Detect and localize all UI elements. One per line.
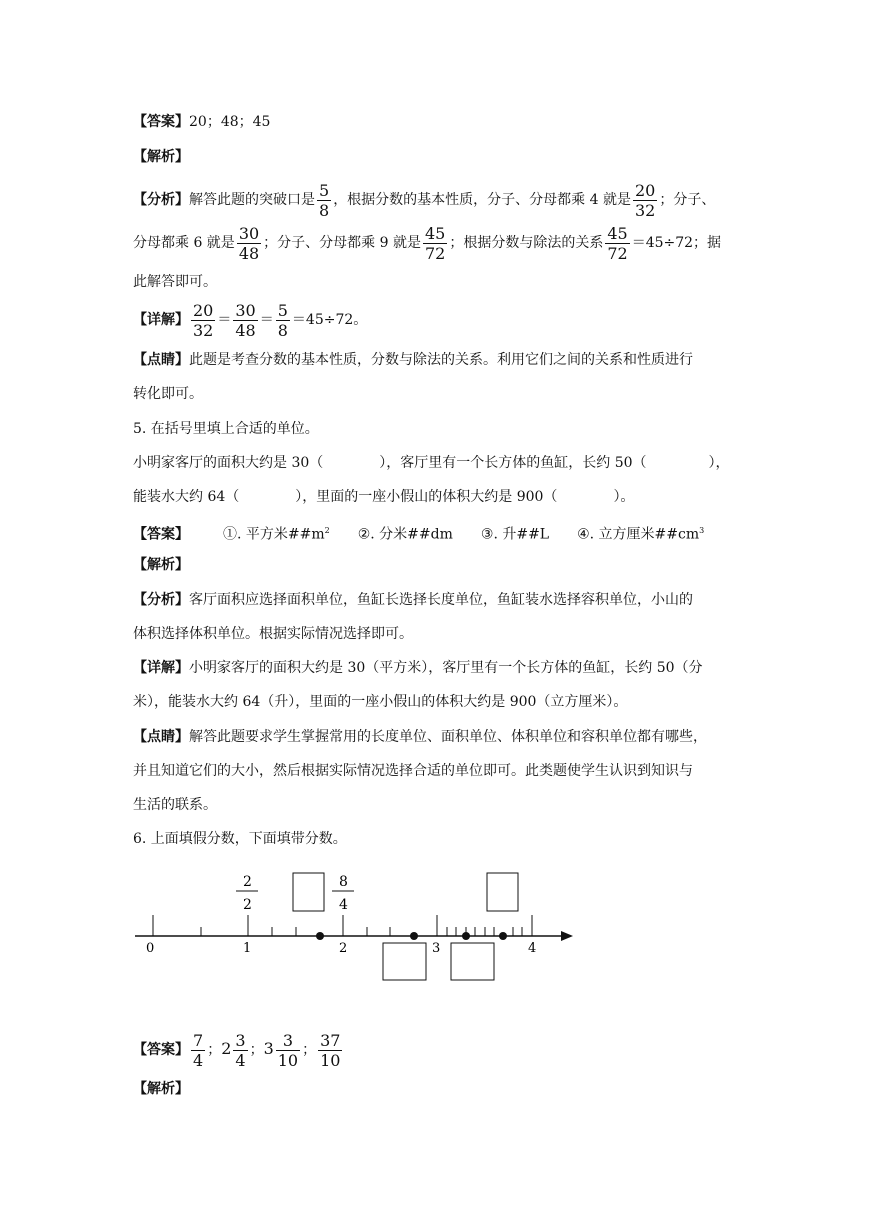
answer-tag: 【答案】 [133, 526, 189, 543]
q6-jiexi: 【解析】 [133, 1081, 189, 1097]
option-3: ③. 升##L [480, 526, 550, 543]
detail-tag: 【详解】 [133, 312, 189, 328]
top-fraction-numerator: 8 [339, 874, 348, 890]
point-marker [316, 932, 324, 940]
answer-tag: 【答案】 [133, 1042, 189, 1058]
q5-comment-line-3: 生活的联系。 [133, 797, 217, 813]
fraction-30-48-d: $\frac{30}{48}$ [235, 300, 256, 340]
answer-fraction-c: $\frac{3}{10}$ [277, 1030, 299, 1070]
answer-fraction-b: $\frac{3}{4}$ [235, 1030, 246, 1070]
option-1: ①. 平方米##m [223, 526, 325, 543]
point-marker [410, 932, 418, 940]
q5-analysis-line-1: 【分析】客厅面积应选择面积单位，鱼缸长选择长度单位，鱼缸装水选择容积单位，小山的 [133, 592, 693, 608]
comment-tag: 【点睛】 [133, 352, 189, 368]
point-marker [499, 932, 507, 940]
tick-label-0: 0 [146, 941, 155, 956]
answer-fraction-a: $\frac{7}{4}$ [193, 1030, 204, 1070]
fraction-5-8-d: $\frac{5}{8}$ [277, 300, 288, 340]
fraction-45-72-b: $\frac{45}{72}$ [607, 223, 628, 263]
tick-label-2: 2 [339, 941, 348, 956]
comment-tag: 【点睛】 [133, 729, 189, 745]
answer-box-top [293, 873, 324, 911]
q5-question: 5. 在括号里填上合适的单位。 [133, 421, 319, 437]
q4-analysis-line-1: 【分析】解答此题的突破口是 $\frac{5}{8}$ ，根据分数的基本性质，分子、分母都乘 4 就是 $\frac{20}{32}$ ；分子、 [133, 180, 716, 220]
fraction-5-8: $\frac{5}{8}$ [319, 180, 330, 220]
fraction-20-32: $\frac{20}{32}$ [635, 180, 656, 220]
tick-label-1: 1 [243, 941, 252, 956]
q4-jiexi: 【解析】 [133, 149, 189, 165]
fraction-20-32-d: $\frac{20}{32}$ [193, 300, 214, 340]
point-marker [462, 932, 470, 940]
q4-answer: 20；48；45 [189, 114, 271, 130]
q4-analysis-line-2: 分母都乘 6 就是 $\frac{30}{48}$ ；分子、分母都乘 9 就是 $\frac{45}{72}$ ；根据分数与除法的关系 $\frac{45}{72}$ ＝45÷72；据 [133, 223, 722, 263]
fraction-30-48: $\frac{30}{48}$ [238, 223, 260, 263]
answer-fraction-d: $\frac{37}{10}$ [320, 1030, 341, 1070]
q5-detail-line-1: 【详解】小明家客厅的面积大约是 30（平方米），客厅里有一个长方体的鱼缸，长约 50（分 [133, 660, 703, 676]
q4-comment-line-1: 【点睛】此题是考查分数的基本性质，分数与除法的关系。利用它们之间的关系和性质进行 [133, 352, 693, 368]
q5-jiexi: 【解析】 [133, 557, 189, 573]
q5-analysis-line-2: 体积选择体积单位。根据实际情况选择即可。 [133, 626, 413, 642]
top-fraction-numerator: 2 [243, 874, 252, 890]
number-line-figure [125, 865, 585, 990]
q5-text-line-1: 小明家客厅的面积大约是 30（ ），客厅里有一个长方体的鱼缸，长约 50（ ）， [133, 455, 730, 471]
tick-label-4: 4 [528, 941, 537, 956]
tick-label-3: 3 [432, 941, 441, 956]
fraction-45-72: $\frac{45}{72}$ [424, 223, 446, 263]
q5-answer-line: 【答案】 ①. 平方米$\#\#m^2$ ②. 分米##dm ③. 升##L ④. 立方厘米$\#\#cm^3$ [133, 526, 705, 543]
arrow-icon [561, 931, 573, 941]
answer-box-bottom [451, 943, 494, 980]
analysis-tag: 【分析】 [133, 192, 189, 208]
q5-text-line-2: 能装水大约 64（ ），里面的一座小假山的体积大约是 900（ ）。 [133, 489, 635, 505]
answer-box-top [487, 873, 518, 911]
q4-comment-line-2: 转化即可。 [133, 386, 203, 402]
option-4: ④. 立方厘米##cm [577, 526, 700, 543]
option-2: ②. 分米##dm [357, 526, 453, 543]
q6-question: 6. 上面填假分数，下面填带分数。 [133, 831, 347, 847]
q5-comment-line-2: 并且知道它们的大小，然后根据实际情况选择合适的单位即可。此类题使学生认识到知识与 [133, 763, 693, 779]
answer-tag: 【答案】 [133, 114, 189, 130]
answer-box-bottom [383, 943, 426, 980]
top-fraction-denominator: 4 [339, 897, 348, 913]
top-fraction-denominator: 2 [243, 897, 252, 913]
detail-tag: 【详解】 [133, 660, 189, 676]
q5-detail-line-2: 米），能装水大约 64（升），里面的一座小假山的体积大约是 900（立方厘米）。 [133, 694, 628, 710]
q4-answer-line [133, 112, 270, 132]
q4-detail-line: 【详解】 $\frac{20}{32}$ ＝ $\frac{30}{48}$ ＝ $\frac{5}{8}$ ＝45÷72。 [133, 300, 368, 340]
q4-analysis-line-3: 此解答即可。 [133, 274, 217, 290]
q5-comment-line-1: 【点睛】解答此题要求学生掌握常用的长度单位、面积单位、体积单位和容积单位都有哪些， [133, 729, 707, 745]
analysis-tag: 【分析】 [133, 592, 189, 608]
q6-answer-line: 【答案】 $\frac{7}{4}$ ；2 $\frac{3}{4}$ ；3 $\frac{3}{10}$ ； $\frac{37}{10}$ [133, 1030, 341, 1070]
